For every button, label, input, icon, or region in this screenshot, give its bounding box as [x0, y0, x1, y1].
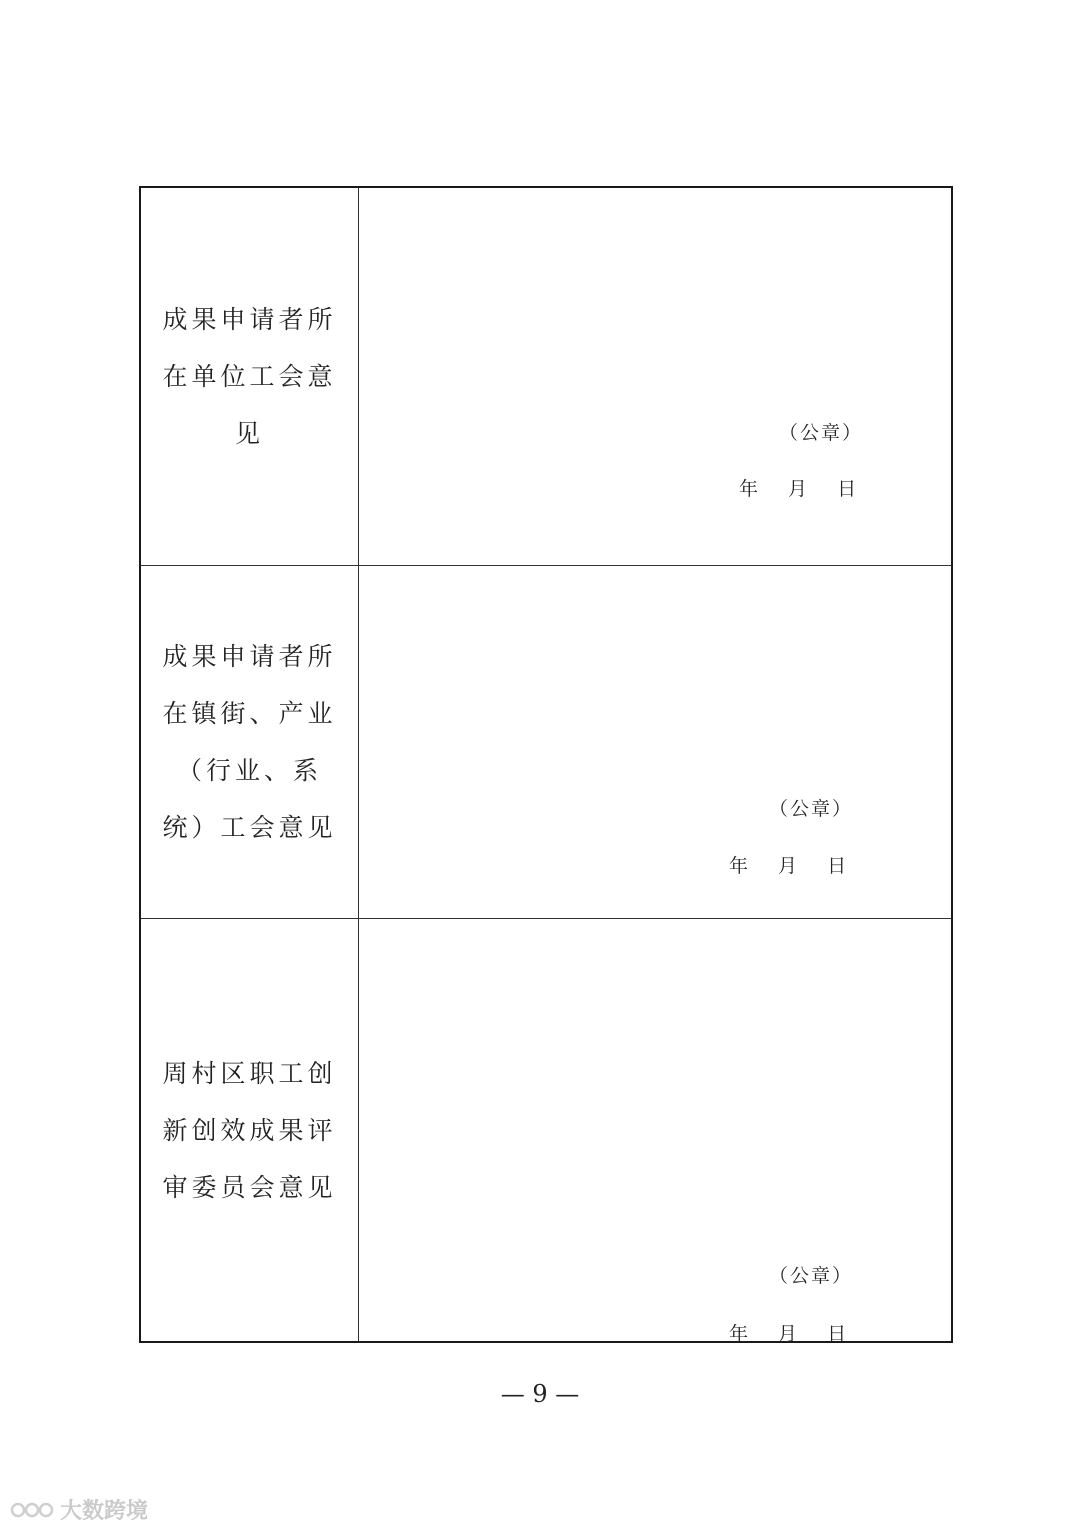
- form-row-review-committee: [141, 918, 951, 1345]
- logo-icon: [10, 1497, 54, 1523]
- date-line: 年 月 日: [739, 478, 857, 500]
- official-seal-label: （公章）: [769, 1265, 854, 1287]
- date-line: 年 月 日: [729, 855, 847, 877]
- official-seal-label: （公章）: [769, 798, 854, 820]
- form-row-unit-union: [141, 188, 951, 565]
- row-label-cell: [141, 919, 359, 1341]
- row-label: 成果申请者所在单位工会意见: [162, 305, 337, 448]
- row-label: 成果申请者所在镇街、产业（行业、系统）工会意见: [162, 642, 337, 842]
- opinion-form-table: [139, 186, 953, 1343]
- official-seal-label: （公章）: [779, 422, 864, 444]
- date-line: 年 月 日: [729, 1323, 847, 1345]
- row-label-cell: [141, 566, 359, 918]
- row-label-cell: [141, 188, 359, 565]
- watermark: [10, 1494, 148, 1525]
- page-number: — 9 —: [500, 1380, 580, 1408]
- form-row-town-industry-union: [141, 565, 951, 918]
- watermark-text: 大数跨境: [60, 1499, 149, 1524]
- row-label: 周村区职工创新创效成果评审委员会意见: [162, 1058, 337, 1202]
